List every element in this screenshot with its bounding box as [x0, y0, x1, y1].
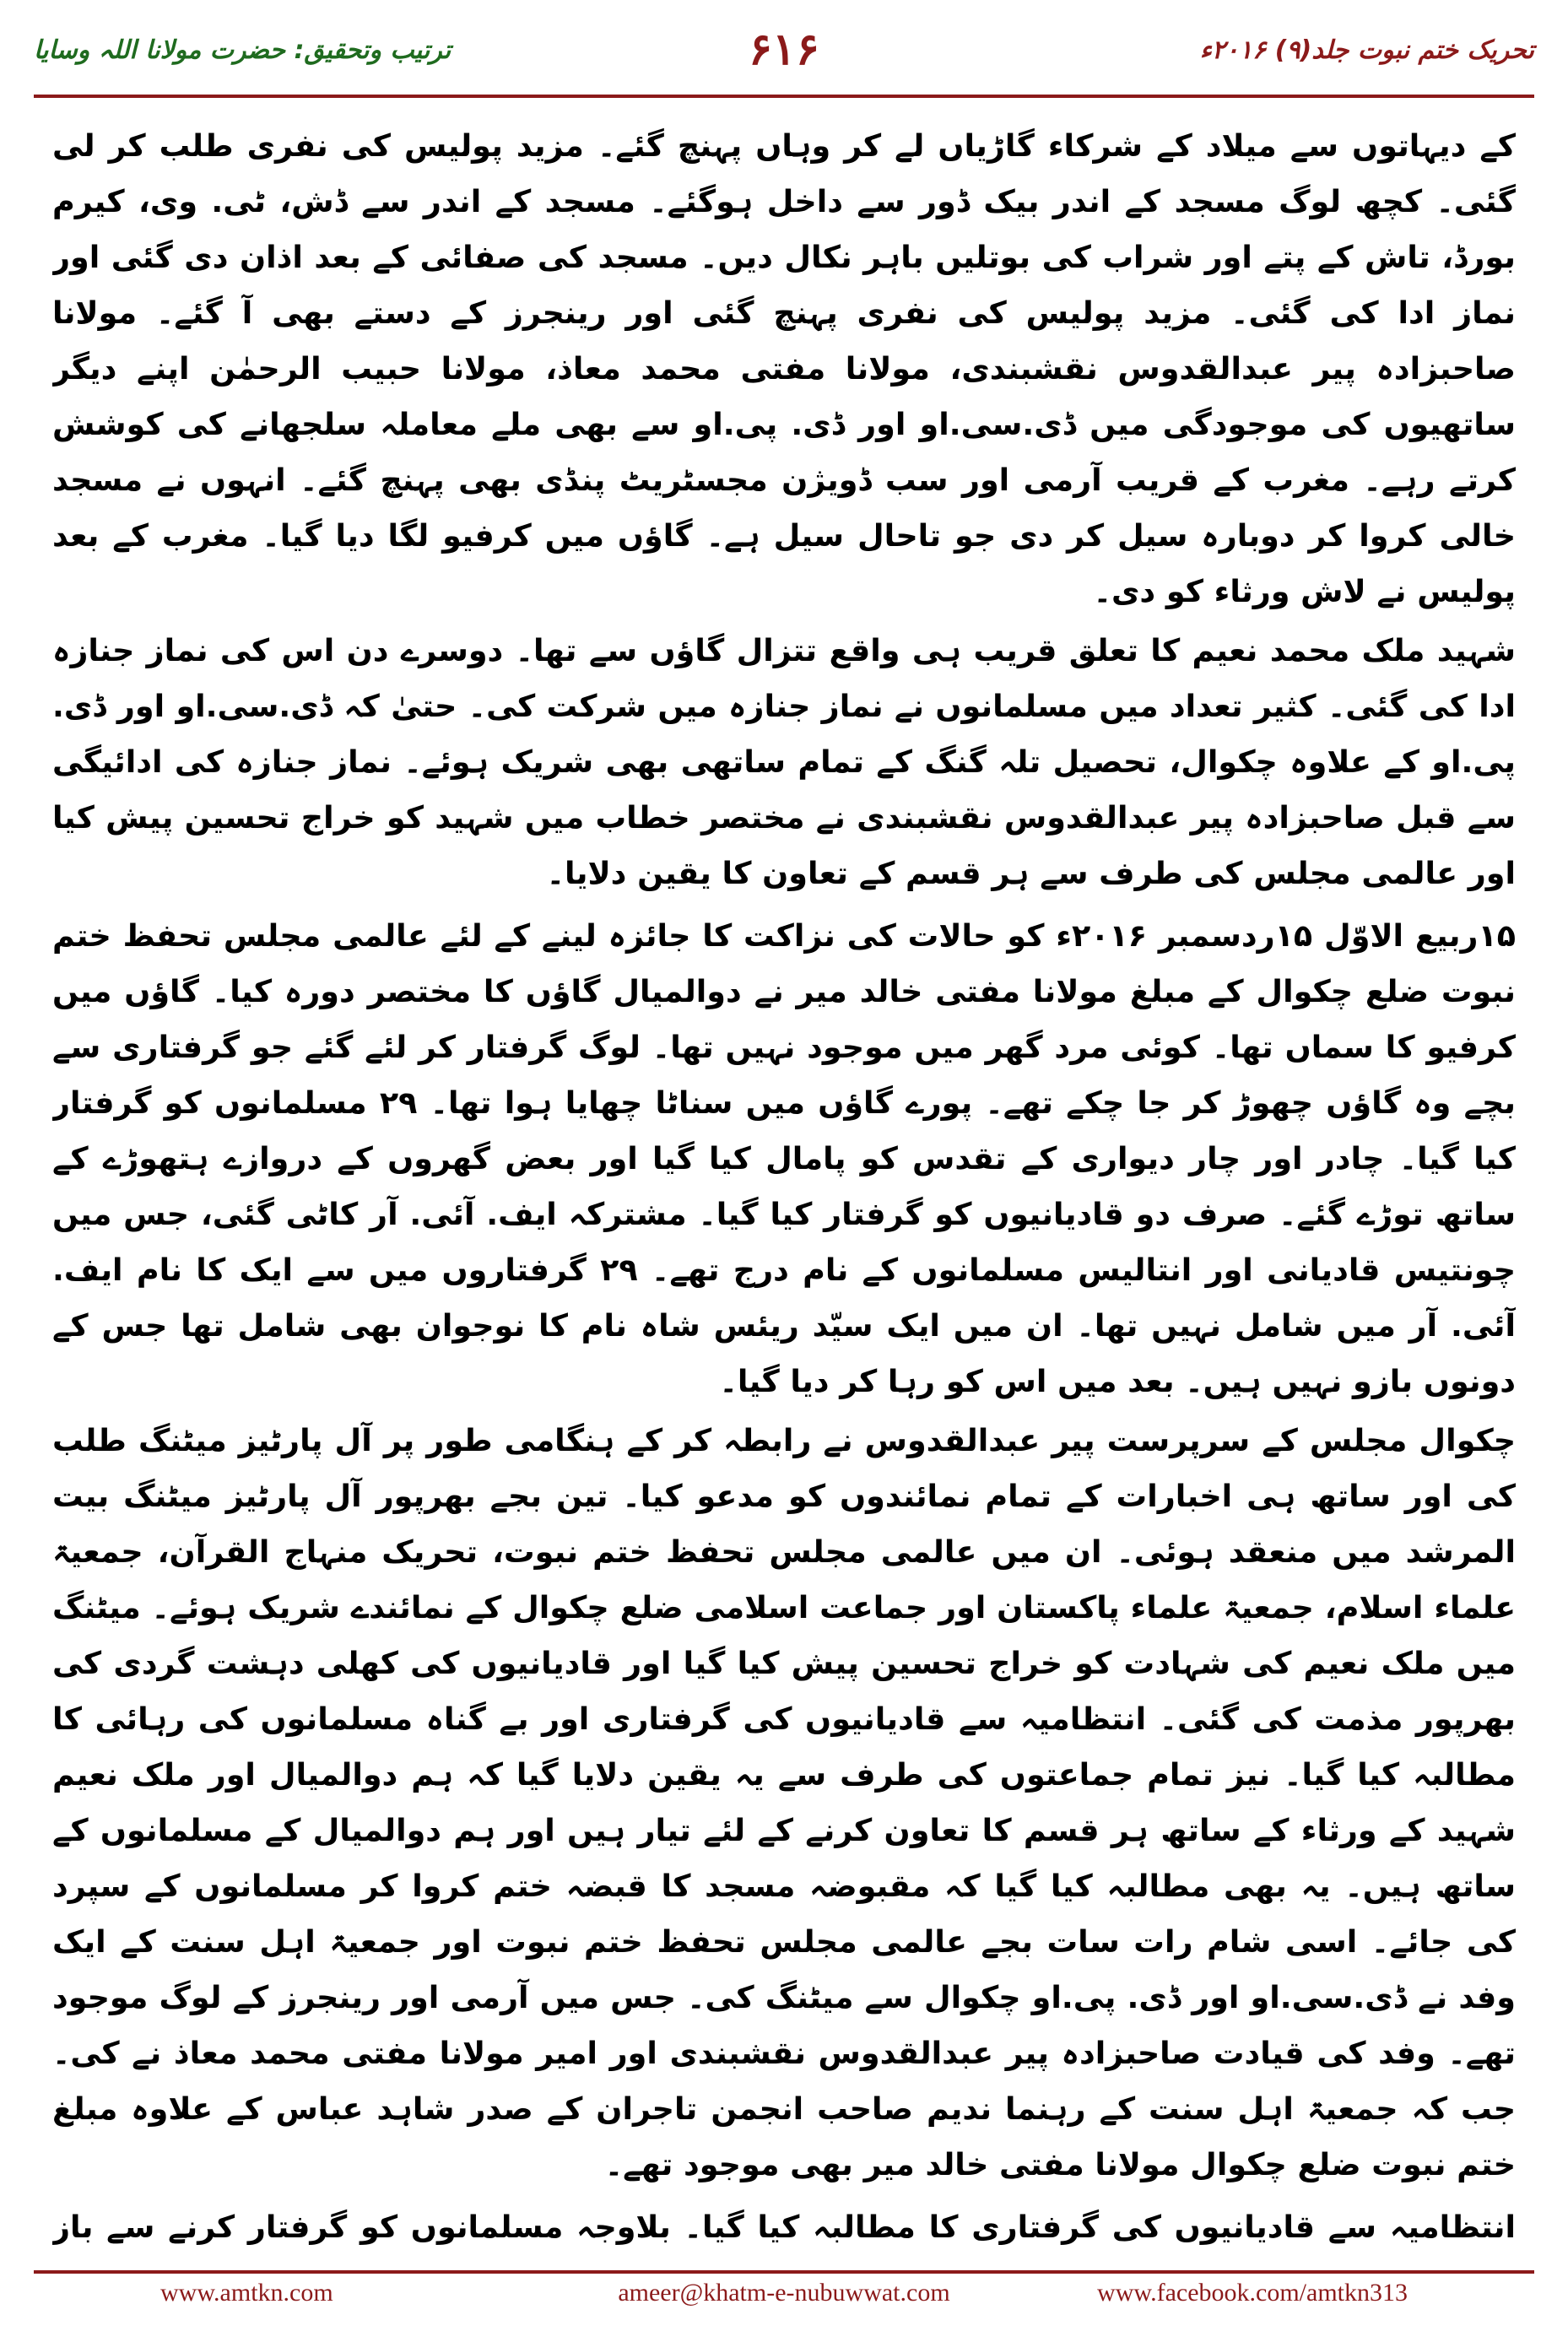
- page-number: ۶۱۶: [749, 24, 819, 75]
- page-body: [52, 118, 1516, 2253]
- paragraph: شہید ملک محمد نعیم کا تعلق قریب ہی واقع تتزال گاؤں سے تھا۔ دوسرے دن اس کی نماز جنازہ ادا کی گئی۔ کثیر تعداد میں مسلمانوں نے نماز جنازہ میں شرکت کی۔ حتیٰ کہ ڈی.سی.او اور ڈی. پی.او کے علاوہ چکوال، تحصیل تلہ گنگ کے تمام ساتھی بھی شریک ہوئے۔ نماز جنازہ کی ادائیگی سے قبل صاحبزادہ پیر عبدالقدوس نقشبندی نے مختصر خطاب میں شہید کو خراج تحسین پیش کیا اور عالمی مجلس کی طرف سے ہر قسم کے تعاون کا یقین دلایا۔: [52, 632, 1516, 891]
- book-title: تحریک ختم نبوت جلد(۹) ۲۰۱۶ء: [1199, 35, 1534, 65]
- footer-rule: [34, 2270, 1534, 2274]
- facebook-link[interactable]: www.facebook.com/amtkn313: [1097, 2279, 1408, 2307]
- page-header: [34, 24, 1534, 91]
- paragraph: کے دیہاتوں سے میلاد کے شرکاء گاڑیاں لے کر وہاں پہنچ گئے۔ مزید پولیس کی نفری طلب کر لی گئی۔ کچھ لوگ مسجد کے اندر بیک ڈور سے داخل ہوگئے۔ مسجد کے اندر سے ڈش، ٹی. وی، کیرم بورڈ، تاش کے پتے اور شراب کی بوتلیں باہر نکال دیں۔ مسجد کی صفائی کے بعد اذان دی گئی اور نماز ادا کی گئی۔ مزید پولیس کی نفری پہنچ گئی اور رینجرز کے دستے بھی آ گئے۔ مولانا صاحبزادہ پیر عبدالقدوس نقشبندی، مولانا مفتی محمد معاذ، مولانا حبیب الرحمٰن اپنے دیگر ساتھیوں کی موجودگی میں ڈی.سی.او اور ڈی. پی.او سے بھی ملے معاملہ سلجھانے کی کوشش کرتے رہے۔ مغرب کے قریب آرمی اور سب ڈویژن مجسٹریٹ پنڈی بھی پہنچ گئے۔ انہوں نے مسجد خالی کروا کر دوبارہ سیل کر دی جو تاحال سیل ہے۔ گاؤں میں کرفیو لگا دیا گیا۔ مغرب کے بعد پولیس نے لاش ورثاء کو دی۔: [52, 127, 1516, 609]
- website-link[interactable]: www.amtkn.com: [160, 2279, 333, 2307]
- paragraph: ۱۵ربیع الاوّل ۱۵ردسمبر ۲۰۱۶ء کو حالات کی نزاکت کا جائزہ لینے کے لئے عالمی مجلس تحفظ ختم نبوت ضلع چکوال کے مبلغ مولانا مفتی خالد میر نے دوالمیال گاؤں کا مختصر دورہ کیا۔ گاؤں میں کرفیو کا سماں تھا۔ کوئی مرد گھر میں موجود نہیں تھا۔ لوگ گرفتار کر لئے گئے جو گرفتاری سے بچے وہ گاؤں چھوڑ کر جا چکے تھے۔ پورے گاؤں میں سناٹا چھایا ہوا تھا۔ ۲۹ مسلمانوں کو گرفتار کیا گیا۔ چادر اور چار دیواری کے تقدس کو پامال کیا گیا اور بعض گھروں کے دروازے ہتھوڑے کے ساتھ توڑے گئے۔ صرف دو قادیانیوں کو گرفتار کیا گیا۔ مشترکہ ایف. آئی. آر کاٹی گئی، جس میں چونتیس قادیانی اور انتالیس مسلمانوں کے نام درج تھے۔ ۲۹ گرفتاروں میں سے ایک کا نام ایف. آئی. آر میں شامل نہیں تھا۔ ان میں ایک سیّد ریئس شاہ نام کا نوجوان بھی شامل تھا جس کے دونوں بازو نہیں ہیں۔ بعد میں اس کو رہا کر دیا گیا۔: [52, 917, 1516, 1399]
- paragraph: چکوال مجلس کے سرپرست پیر عبدالقدوس نے رابطہ کر کے ہنگامی طور پر آل پارٹیز میٹنگ طلب کی اور ساتھ ہی اخبارات کے تمام نمائندوں کو مدعو کیا۔ تین بجے بھرپور آل پارٹیز میٹنگ بیت المرشد میں منعقد ہوئی۔ ان میں عالمی مجلس تحفظ ختم نبوت، تحریک منہاج القرآن، جمعیۃ علماء اسلام، جمعیۃ علماء پاکستان اور جماعت اسلامی ضلع چکوال کے نمائندے شریک ہوئے۔ میٹنگ میں ملک نعیم کی شہادت کو خراج تحسین پیش کیا گیا اور قادیانیوں کی کھلی دہشت گردی کی بھرپور مذمت کی گئی۔ انتظامیہ سے قادیانیوں کی گرفتاری اور بے گناہ مسلمانوں کی رہائی کا مطالبہ کیا گیا۔ نیز تمام جماعتوں کی طرف سے یہ یقین دلایا گیا کہ ہم دوالمیال اور ملک نعیم شہید کے ورثاء کے ساتھ ہر قسم کا تعاون کرنے کے لئے تیار ہیں اور ہم دوالمیال کے مسلمانوں کے ساتھ ہیں۔ یہ بھی مطالبہ کیا گیا کہ مقبوضہ مسجد کا قبضہ ختم کروا کر مسلمانوں کے سپرد کی جائے۔ اسی شام رات سات بجے عالمی مجلس تحفظ ختم نبوت اور جمعیۃ اہل سنت کے ایک وفد نے ڈی.سی.او اور ڈی. پی.او چکوال سے میٹنگ کی۔ جس میں آرمی اور رینجرز کے لوگ موجود تھے۔ وفد کی قیادت صاحبزادہ پیر عبدالقدوس نقشبندی اور امیر مولانا مفتی محمد معاذ نے کی۔ جب کہ جمعیۃ اہل سنت کے رہنما ندیم صاحب انجمن تاجران کے صدر شاہد عباس کے علاوہ مبلغ ختم نبوت ضلع چکوال مولانا مفتی خالد میر بھی موجود تھے۔: [52, 1422, 1516, 2182]
- email-link[interactable]: ameer@khatm-e-nubuwwat.com: [618, 2279, 950, 2307]
- compiler-credit: ترتیب وتحقیق: حضرت مولانا اللہ وسایا: [34, 35, 451, 65]
- page-footer: [34, 2279, 1534, 2321]
- header-rule: [34, 95, 1534, 98]
- paragraph: انتظامیہ سے قادیانیوں کی گرفتاری کا مطالبہ کیا گیا۔ بلاوجہ مسلمانوں کو گرفتار کرنے سے باز: [52, 2209, 1516, 2245]
